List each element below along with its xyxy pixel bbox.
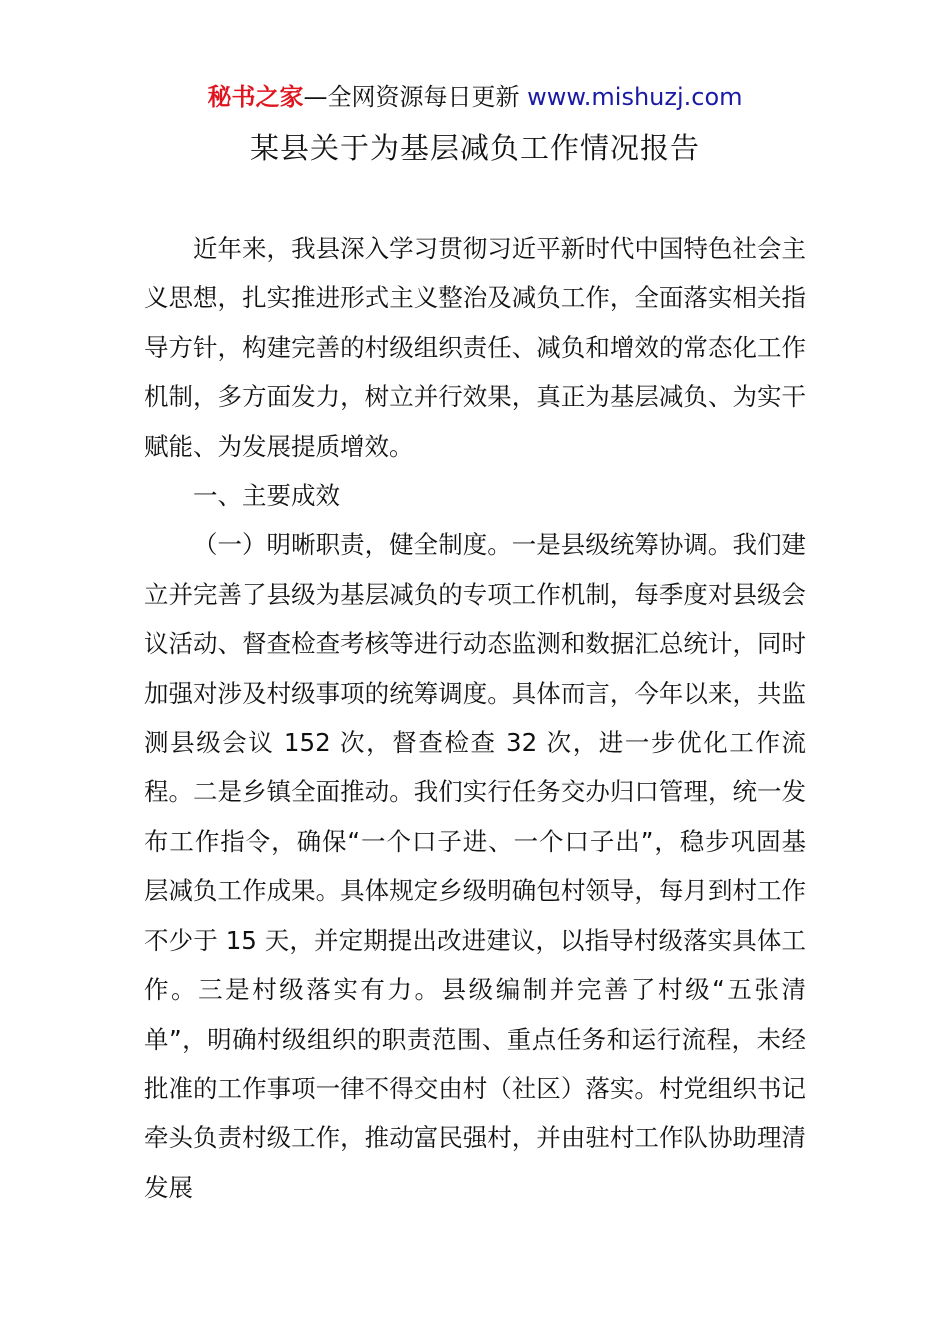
document-title: 某县关于为基层减负工作情况报告 bbox=[249, 131, 700, 165]
section-paragraph: （一）明晰职责，健全制度。一是县级统筹协调。我们建立并完善了县级为基层减负的专项工作机制，每季度对县级会议活动、督查检查考核等进行动态监测和数据汇总统计，同时加强对涉及村级事项的统筹调度。具体而言，今年以来，共监测县级会议 152 次，督查检查 32 次，进一步优化工作流程。二是乡镇全面推动。我们实行任务交办归口管理，统一发布工作指令，确保“一个口子进、一个口子出”，稳步巩固基层减负工作成果。具体规定乡级明确包村领导，每月到村工作不少于 15 天，并定期提出改进建议，以指导村级落实具体工作。三是村级落实有力。县级编制并完善了村级“五张清单”，明确村级组织的职责范围、重点任务和运行流程，未经批准的工作事项一律不得交由村（社区）落实。村党组织书记牵头负责村级工作，推动富民强村，并由驻村工作队协助理清发展 bbox=[144, 530, 806, 1202]
section-heading: 一、主要成效 bbox=[193, 481, 340, 511]
site-header bbox=[0, 80, 950, 114]
site-brand: 秘书之家 bbox=[207, 83, 304, 111]
intro-paragraph: 近年来，我县深入学习贯彻习近平新时代中国特色社会主义思想，扎实推进形式主义整治及减负工作，全面落实相关指导方针，构建完善的村级组织责任、减负和增效的常态化工作机制，多方面发力，树立并行效果，真正为基层减负、为实干赋能、为发展提质增效。 bbox=[144, 234, 806, 461]
site-tagline: —全网资源每日更新 bbox=[303, 83, 520, 111]
document-body bbox=[144, 224, 806, 1212]
site-url-link[interactable]: www.mishuzj.com bbox=[527, 83, 743, 111]
